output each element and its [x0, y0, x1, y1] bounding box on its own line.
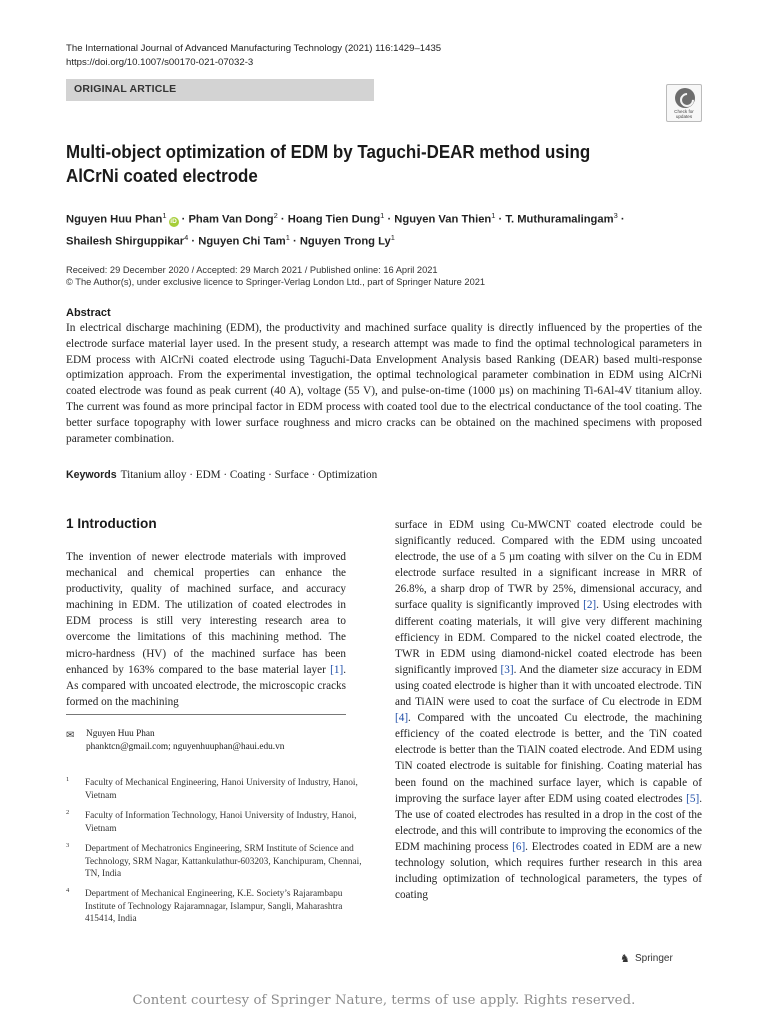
citation-link[interactable]: [3]: [500, 663, 514, 676]
author-affiliation: 1: [390, 232, 395, 242]
abstract-heading: Abstract: [66, 307, 111, 319]
author-name[interactable]: Nguyen Chi Tam: [198, 235, 286, 248]
author-name[interactable]: Nguyen Huu Phan: [66, 213, 163, 226]
publication-dates: Received: 29 December 2020 / Accepted: 29 March 2021 / Published online: 16 April 2021: [66, 265, 438, 275]
publisher-name: Springer: [635, 953, 673, 964]
article-type-label: ORIGINAL ARTICLE: [74, 83, 177, 95]
footnote-divider: [66, 714, 346, 715]
paragraph-text: . The use of coated electrodes has resulted in a drop in the cost of the electrode, and this will contribute to improving the economics of the EDM machining process: [395, 792, 702, 853]
author-affiliation: 2: [273, 211, 278, 220]
paragraph-text: . And the diameter size accuracy in EDM using coated electrode is higher than it with uncoated electrode. TiN and TiAlN were used to coat the surface of Cu electrode in EDM: [395, 663, 702, 709]
corresponding-author-emails[interactable]: phanktcn@gmail.com; nguyenhuuphan@haui.edu.vn: [86, 742, 285, 752]
author-affiliation: 1: [162, 211, 167, 220]
article-title: [66, 140, 655, 188]
keywords-list: Titanium alloy · EDM · Coating · Surface · Optimization: [120, 469, 378, 481]
paragraph-text: . Compared with the uncoated Cu electrode, the machining efficiency of the coated electrode is better, and the TiN coated electrode is better than the TiAlN coated electrode. And EDM using TiN coated electrode is suitable for finishing. Coating material has been found on the machined surface layer, which is capable of improving the surface layer after EDM using coated electrodes: [395, 712, 702, 805]
author-affiliation: 1: [380, 211, 385, 220]
courtesy-notice: Content courtesy of Springer Nature, terms of use apply. Rights reserved.: [132, 993, 636, 1008]
author-name[interactable]: Nguyen Van Thien: [394, 213, 492, 226]
springer-horse-icon: ♞: [620, 953, 630, 965]
author-list: Nguyen Huu Phan$^1$iD · Pham Van Dong$^2$ · Hoang Tien Dung$^1$ · Nguyen Van Thien$^1$ · T. Muthuramalingam$^3$ · Shailesh Shirguppikar$^4$ · Nguyen Chi Tam$^1$ · Nguyen Trong Ly$^1$: [66, 211, 625, 248]
title-line-1: Multi-object optimization of EDM by Taguchi-DEAR method using: [66, 141, 591, 162]
author-affiliation: 1: [491, 211, 496, 220]
author-name[interactable]: Nguyen Trong Ly: [299, 235, 391, 248]
article-type-banner: [66, 79, 374, 101]
citation-link[interactable]: [1]: [330, 663, 344, 676]
update-icon: [675, 88, 695, 108]
corresponding-author-name: Nguyen Huu Phan: [86, 729, 155, 739]
title-line-2: AlCrNi coated electrode: [66, 165, 258, 186]
affiliation-number: 2: [66, 809, 70, 816]
affiliation-number: 4: [66, 887, 70, 894]
keywords-line: [66, 468, 377, 483]
affiliation-number: 3: [66, 842, 70, 849]
abstract-text: In electrical discharge machining (EDM), the productivity and machined surface quality is directly influenced by the properties of the electrode surface material layer used. In the present study, a research attempt was made to find the optimal technological parameters in EDM process with AlCrNi coated electrode using Taguchi-Data Envelopment Analysis based Ranking (DEAR) based multi-response optimization approach. From the experimental investigation, the optimal technological parameter combination in EDM using AlCrNi coated electrode was found as peak current (40 A), voltage (55 V), and pulse-on-time (1000 µs) on machining Ti-6Al-4V titanium alloy. The current was found as more principal factor in EDM process with coated tool due to the electrical conductance of the tool coating. The better surface topography with lower surface roughness and micro cracks can be obtained on the machined specimens with proposed parameter combination.: [66, 322, 702, 445]
author-affiliation: 3: [613, 211, 618, 220]
affiliation-number: 1: [66, 776, 70, 783]
paragraph-text: . As compared with uncoated electrode, the microscopic cracks formed on the machining: [66, 663, 346, 708]
left-column-text: [66, 549, 346, 710]
author-affiliation: 1: [285, 232, 290, 242]
badge-label: Check for updates: [674, 109, 694, 119]
paragraph-text: . Electrodes coated in EDM are a new technology solution, which requires further research in this area including optimization of technological parameters, the types of coating: [395, 840, 702, 902]
citation-link[interactable]: [4]: [395, 712, 409, 725]
doi-link[interactable]: https://doi.org/10.1007/s00170-021-07032-3: [66, 57, 254, 68]
affiliation-text: Department of Mechanical Engineering, K.E. Society’s Rajarambapu Institute of Technology Rajaramnagar, Islampur, Sangli, Maharashtra 415414, India: [85, 889, 343, 924]
check-for-updates-badge[interactable]: [666, 84, 702, 122]
author-name[interactable]: Pham Van Dong: [188, 213, 274, 226]
affiliation-text: Faculty of Mechanical Engineering, Hanoi University of Industry, Hanoi, Vietnam: [85, 778, 358, 801]
section-heading: 1 Introduction: [66, 516, 157, 531]
right-column-text: [395, 517, 702, 903]
affiliation-text: Department of Mechatronics Engineering, SRM Institute of Science and Technology, SRM Nagar, Kattankulathur-603203, Kanchipuram, Chennai, TN, India: [85, 844, 362, 879]
copyright-notice: © The Author(s), under exclusive licence to Springer-Verlag London Ltd., part of Springer Nature 2021: [66, 277, 486, 287]
author-name[interactable]: T. Muthuramalingam: [505, 213, 614, 226]
paragraph-text: surface in EDM using Cu-MWCNT coated electrode could be significantly reduced. Compared with the EDM using uncoated electrode, the use of a 5 µm coating with silver on the Cu in EDM electrode surface resulted in a significant increase in MRR of 26.8%, a sharp drop of TWR by 25%, dimensional accuracy, and surface quality is significantly improved: [395, 519, 702, 612]
publisher-logo: [620, 953, 673, 964]
affiliation-text: Faculty of Information Technology, Hanoi University of Industry, Hanoi, Vietnam: [85, 811, 357, 834]
citation-link[interactable]: [5]: [686, 792, 700, 805]
citation-link[interactable]: [2]: [583, 599, 597, 612]
journal-citation: The International Journal of Advanced Manufacturing Technology (2021) 116:1429–1435: [66, 43, 442, 54]
keywords-label: Keywords: [66, 469, 117, 481]
author-name[interactable]: Hoang Tien Dung: [287, 213, 381, 226]
paragraph-text: The invention of newer electrode materials with improved mechanical and chemical properties can enhance the productivity, quality of machined surface, and accuracy machining in EDM. The utilization of coated electrodes in EDM process is still very interesting research area to overcome the limitations of this machining method. The micro-hardness (HV) of the machined surface has been enhanced by 163% compared to the base material layer: [66, 551, 346, 676]
envelope-icon: ✉: [66, 730, 75, 741]
author-name[interactable]: Shailesh Shirguppikar: [66, 235, 185, 248]
paragraph-text: . Using electrodes with different coating materials, it will give very different machining efficiency in EDM. Compared to the nickel coated electrode, the TWR in EDM using diamond-nickel coated electrode has been significantly improved: [395, 599, 702, 676]
author-affiliation: 4: [184, 232, 189, 242]
orcid-icon[interactable]: iD: [170, 217, 177, 225]
citation-link[interactable]: [6]: [512, 840, 526, 853]
